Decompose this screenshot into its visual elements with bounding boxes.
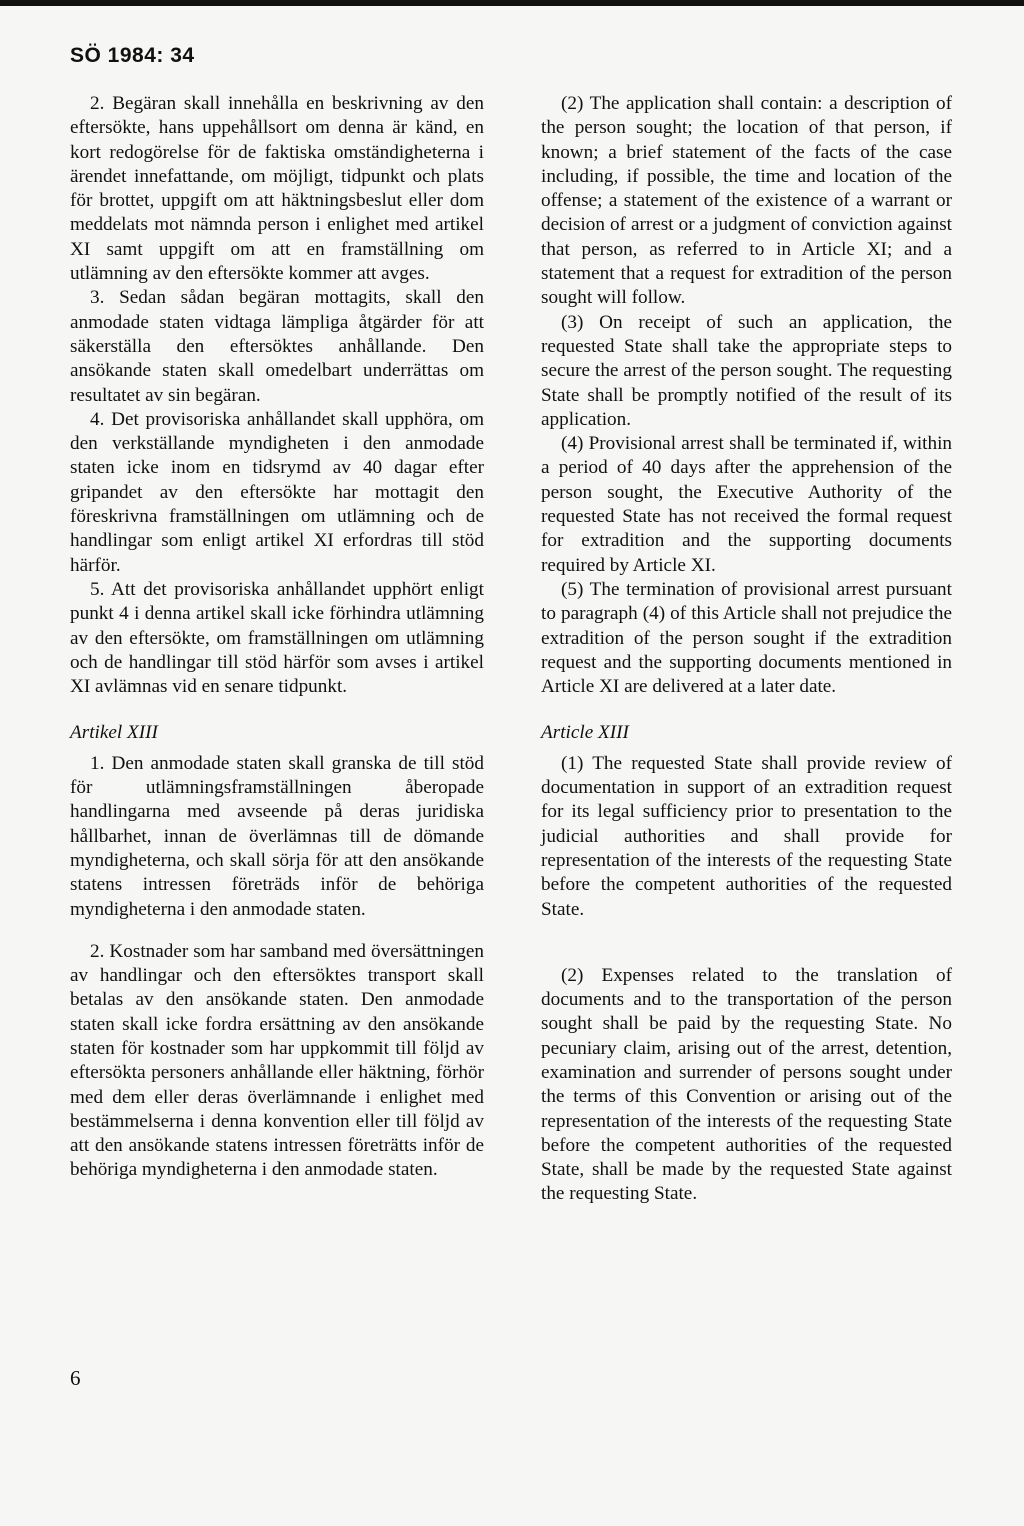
swedish-paragraph-5: 5. Att det provisoriska anhållandet upphört enligt punkt 4 i denna artikel skall icke förhindra utlämning av den eftersökte, om framställningen om utlämning och de handlingar till stöd härför som avses i artikel XI avlämnas vid en senare tidpunkt. [70,578,484,698]
english-column [541,88,952,1207]
swedish-article-heading: Artikel XIII [70,722,158,744]
english-article-heading: Article XIII [541,722,629,744]
english-article-paragraph-2: (2) Expenses related to the translation of documents and to the transportation of the person sought shall be paid by the requesting State. No pecuniary claim, arising out of the arrest, detention, examination and surrender of persons sought under the terms of this Convention or arising out of the representation of the interests of the requesting State before the competent authorities of the requested State, shall be made by the requested State against the requesting State. [541,964,952,1205]
swedish-paragraph-2: 2. Begäran skall innehålla en beskrivning av den eftersökte, hans uppehållsort om denna är känd, en kort redogörelse för de faktiska omständigheterna i ärendet innefattande, om möjligt, tidpunkt och plats för brottet, uppgift om att häktningsbeslut eller dom meddelats mot nämnda person i enlighet med artikel XI samt uppgift om att en framställning om utlämning av den eftersökte kommer att avges. [70,93,484,285]
swedish-paragraph-4: 4. Det provisoriska anhållandet skall upphöra, om den verkställande myndigheten i den anmodade staten icke inom en tidsrymd av 40 dagar efter gripandet av den eftersökte har mottagit den föreskrivna framställningen om utlämning och de handlingar som enligt artikel XI erfordras till stöd härför. [70,408,484,576]
swedish-article-paragraph-1: 1. Den anmodade staten skall granska de till stöd för utlämningsframställningen åberopade handlingarna med avseende på deras juridiska hållbarhet, innan de överlämnas till de dömande myndigheterna, och skall sörja för att den ansökande statens intressen företräds inför de behöriga myndigheterna i den anmodade staten. [70,752,484,920]
swedish-column [70,88,484,1183]
english-article-paragraph-1: (1) The requested State shall provide review of documentation in support of an extradition request for its legal sufficiency prior to presentation to the judicial authorities and shall provide for representation of the interests of the requesting State before the competent authorities of the requested State. [541,752,952,920]
english-paragraph-4: (4) Provisional arrest shall be terminated if, within a period of 40 days after the apprehension of the person sought, the Executive Authority of the requested State has not received the formal request for extradition and the supporting documents required by Article XI. [541,433,952,576]
swedish-article-paragraph-2: 2. Kostnader som har samband med översättningen av handlingar och den eftersöktes transport skall betalas av den ansökande staten. Den anmodade staten skall icke fordra ersättning av den ansökande staten för kostnader som har uppkommit till följd av eftersökta personers anhållande eller häktning, förhör med dem eller deras överlämnande i enlighet med bestämmelserna i denna konvention eller till följd av att den ansökande statens intressen företrätts inför de behöriga myndigheterna i den anmodade staten. [70,940,484,1181]
top-border-rule [0,0,1024,6]
english-paragraph-3: (3) On receipt of such an application, the requested State shall take the appropriate steps to secure the arrest of the person sought. The requesting State shall be promptly notified of the result of its application. [541,311,952,430]
page-number: 6 [70,1366,81,1390]
swedish-paragraph-3: 3. Sedan sådan begäran mottagits, skall den anmodade staten vidtaga lämpliga åtgärder för att säkerställa den eftersöktes anhållande. Den ansökande staten skall omedelbart underrättas om resultatet av sin begäran. [70,287,484,406]
document-reference: SÖ 1984: 34 [70,44,195,67]
english-paragraph-5: (5) The termination of provisional arrest pursuant to paragraph (4) of this Article shall not prejudice the extradition of the person sought if the extradition request and the supporting documents mentioned in Article XI are delivered at a later date. [541,578,952,698]
english-paragraph-2: (2) The application shall contain: a description of the person sought; the location of that person, if known; a brief statement of the facts of the case including, if possible, the time and location of the offense; a statement of the existence of a warrant or decision of arrest or a judgment of conviction against that person, as referred to in Article XI; and a statement that a request for extradition of the person sought will follow. [541,93,952,309]
